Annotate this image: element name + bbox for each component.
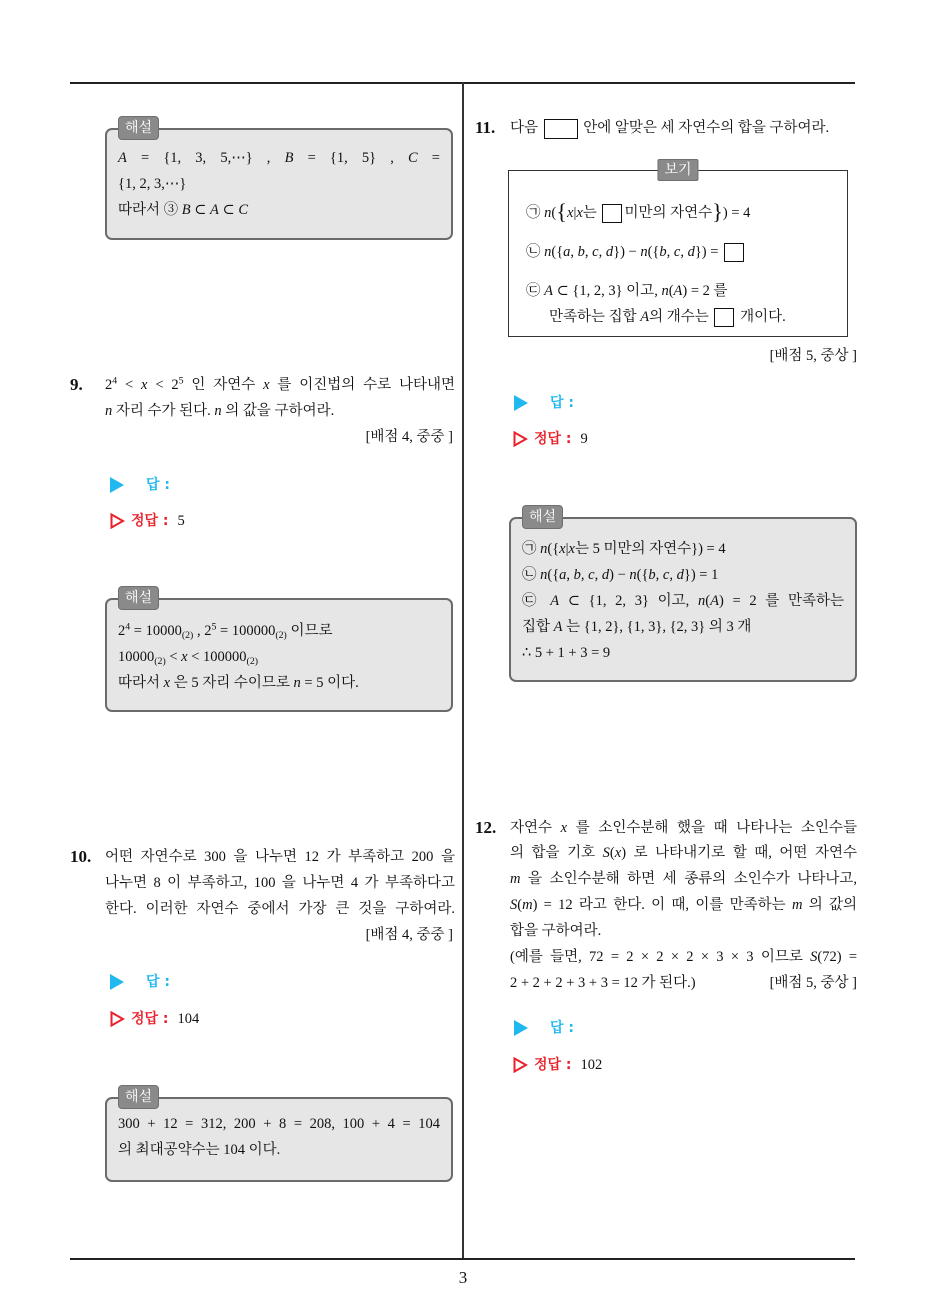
correct-answer-row xyxy=(513,1052,602,1078)
math-variable: x xyxy=(181,649,188,665)
correct-answer-label: 정답 : xyxy=(534,431,572,447)
text-run: ∴ 5 + 1 + 3 = 9 xyxy=(522,645,611,661)
math-variable: n xyxy=(640,244,648,260)
text-run: 어떤 자연수로 300 을 나누면 12 가 부족하고 200 을 xyxy=(105,849,455,865)
correct-answer-label: 정답 : xyxy=(131,513,169,529)
text-run: 나누면 8 이 부족하고, 100 을 나누면 4 가 부족하다고 xyxy=(105,875,455,891)
math-variable: d xyxy=(687,244,695,260)
solution-box xyxy=(105,120,453,240)
text-run: , xyxy=(598,244,606,260)
text-run: ㉡ xyxy=(526,244,545,260)
text-run: , xyxy=(594,567,602,583)
score-note: [배점 5, 중상 ] xyxy=(769,975,857,991)
math-variable: b xyxy=(577,244,585,260)
math-variable: c xyxy=(592,244,599,260)
text-run: 은 5 자리 수이므로 xyxy=(170,675,294,691)
text-run: < 2 xyxy=(147,377,179,393)
correct-answer-value: 102 xyxy=(580,1057,603,1073)
math-variable: x xyxy=(576,205,583,221)
answer-label: 답 : xyxy=(146,974,170,990)
solution-box xyxy=(509,509,857,682)
text-run: , xyxy=(566,567,574,583)
text-run: ({ xyxy=(547,567,560,583)
text-run: 인 자연수 xyxy=(183,377,264,393)
math-variable: n xyxy=(544,205,552,221)
question-last-line xyxy=(510,970,857,996)
text-run: 2 + 2 + 2 + 3 + 3 = 12 가 된다.) xyxy=(510,975,696,991)
column-divider xyxy=(462,82,464,1259)
math-variable: B xyxy=(284,150,294,166)
math-variable: C xyxy=(238,202,248,218)
math-variable: n xyxy=(214,403,222,419)
text-run: | xyxy=(565,541,569,557)
question-text-line xyxy=(510,815,857,841)
question-text-line xyxy=(105,896,455,922)
bottom-rule xyxy=(70,1258,855,1260)
text-run: 집합 xyxy=(522,619,554,635)
bogi-item xyxy=(526,200,750,226)
text-run: 2 xyxy=(118,623,126,639)
math-variable: c xyxy=(662,567,670,583)
large-brace: } xyxy=(712,199,723,225)
text-run: 를 소인수분해 했을 때 나타나는 소인수들 xyxy=(567,820,857,836)
text-run: , xyxy=(655,567,663,583)
text-run: ⊂ {1, 2, 3} 이고, xyxy=(552,283,662,299)
math-variable: m xyxy=(791,897,803,913)
solution-line xyxy=(118,618,440,644)
math-variable: A xyxy=(553,619,563,635)
math-variable: S xyxy=(810,949,818,965)
text-run: < xyxy=(165,649,182,665)
bogi-tag: 보기 xyxy=(657,159,698,181)
text-run: 의 값의 xyxy=(802,897,857,913)
text-run: 의 최대공약수는 104 이다. xyxy=(118,1142,281,1158)
correct-arrow-icon xyxy=(110,513,125,529)
text-run: , xyxy=(669,567,677,583)
math-variable: d xyxy=(601,567,610,583)
text-run: , xyxy=(570,244,578,260)
solution-line xyxy=(522,614,844,640)
question-text-line xyxy=(105,844,455,870)
math-variable: b xyxy=(648,567,656,583)
math-variable: A xyxy=(210,202,219,218)
math-variable: d xyxy=(676,567,684,583)
solution-line xyxy=(522,536,844,562)
text-run: 이므로 xyxy=(286,623,333,639)
solution-line xyxy=(118,171,440,197)
math-variable: n xyxy=(540,541,548,557)
superscript: 5 xyxy=(178,375,184,387)
math-variable: n xyxy=(544,244,552,260)
subscript: (2) xyxy=(154,656,166,668)
text-run: }) − xyxy=(613,244,641,260)
solution-line xyxy=(118,1111,440,1137)
question-text-line xyxy=(105,870,455,896)
correct-arrow-icon xyxy=(513,431,528,447)
text-run: }) = 1 xyxy=(683,567,719,583)
text-run: = 5 이다. xyxy=(300,675,359,691)
math-variable: B xyxy=(181,202,191,218)
math-variable: x xyxy=(568,541,575,557)
solution-tag: 해설 xyxy=(522,505,563,529)
correct-answer-value: 104 xyxy=(177,1011,200,1027)
math-variable: m xyxy=(522,897,533,913)
text-run: ⊂ xyxy=(190,202,211,218)
text-run: ( xyxy=(668,283,674,299)
solution-line xyxy=(522,640,844,666)
text-run: 을 소인수분해 하면 세 종류의 소인수가 나타나고, xyxy=(520,871,857,887)
correct-answer-label: 정답 : xyxy=(534,1057,572,1073)
large-brace: { xyxy=(556,199,568,225)
superscript: 4 xyxy=(112,375,118,387)
text-run: 만족하는 집합 xyxy=(549,309,641,325)
text-run: ( xyxy=(609,845,615,861)
question-text-line xyxy=(510,918,601,944)
subscript: (2) xyxy=(246,656,259,668)
answer-row xyxy=(514,390,574,416)
question-text-line xyxy=(510,866,857,892)
text-run: , xyxy=(584,244,593,260)
correct-answer-label: 정답 : xyxy=(131,1011,169,1027)
correct-answer-row xyxy=(513,426,588,452)
text-run: 는 xyxy=(582,205,601,221)
text-run: ) 로 나타내기로 할 때, 어떤 자연수 xyxy=(621,845,857,861)
math-variable: b xyxy=(573,567,581,583)
solution-box xyxy=(105,1089,453,1182)
text-run: ) = 2 를 만족하는 xyxy=(718,593,844,609)
text-run: , xyxy=(580,567,589,583)
solution-tag: 해설 xyxy=(118,1085,159,1109)
question-text-line xyxy=(510,892,857,918)
text-run: ⊂ {1, 2, 3} 이고, xyxy=(559,593,698,609)
solution-tag: 해설 xyxy=(118,586,159,610)
score-note: [배점 4, 중중 ] xyxy=(365,429,453,445)
text-run: ㉢ xyxy=(522,593,551,609)
math-variable: n xyxy=(540,567,548,583)
answer-label: 답 : xyxy=(550,1020,574,1036)
math-variable: x xyxy=(163,675,171,691)
math-variable: n xyxy=(105,403,113,419)
text-run: | xyxy=(573,205,577,221)
text-run: , 2 xyxy=(193,623,212,639)
text-run: (예를 들면, 72 = 2 × 2 × 2 × 3 × 3 이므로 xyxy=(510,949,811,965)
question-text-line xyxy=(105,372,455,398)
text-run: = xyxy=(417,150,440,166)
text-run: ㉠ xyxy=(526,205,545,221)
text-run: 따라서 xyxy=(118,675,164,691)
text-run: ㉠ xyxy=(522,541,541,557)
solution-line xyxy=(118,197,440,223)
text-run: = 100000 xyxy=(216,623,276,639)
math-variable: A xyxy=(118,150,127,166)
text-run: 합을 구하여라. xyxy=(510,923,602,939)
solution-tag: 해설 xyxy=(118,116,159,140)
question-number: 12. xyxy=(475,818,497,837)
question-number: 10. xyxy=(70,847,92,866)
text-run: ) = 12 라고 한다. 이 때, 이를 만족하는 xyxy=(532,897,792,913)
blank-answer-box xyxy=(724,243,744,262)
text-run: ({ xyxy=(551,244,564,260)
math-variable: c xyxy=(673,244,681,260)
text-run: 300 + 12 = 312, 200 + 8 = 208, 100 + 4 = 104 xyxy=(118,1116,440,1132)
text-run: ({ xyxy=(547,541,560,557)
math-variable: b xyxy=(659,244,667,260)
text-run: = {1, 5} , xyxy=(293,150,408,166)
superscript: 4 xyxy=(125,621,131,633)
text-run: ( xyxy=(517,897,523,913)
math-variable: x xyxy=(614,845,622,861)
question-text-line xyxy=(510,970,696,996)
correct-answer-row xyxy=(110,508,185,534)
text-run: ({ xyxy=(647,244,660,260)
bogi-box xyxy=(508,162,848,337)
math-variable: n xyxy=(629,567,637,583)
text-run: 를 이진법의 수로 나타내면 xyxy=(269,377,456,393)
correct-answer-value: 5 xyxy=(177,513,185,529)
solution-line xyxy=(118,644,440,670)
math-variable: A xyxy=(544,283,553,299)
math-variable: a xyxy=(563,244,571,260)
math-variable: C xyxy=(407,150,418,166)
question-text-line xyxy=(510,944,857,970)
bogi-item xyxy=(526,239,746,265)
text-run: 2 xyxy=(105,377,113,393)
question-number: 9. xyxy=(70,375,83,394)
answer-label: 답 : xyxy=(550,395,574,411)
math-variable: m xyxy=(510,871,521,887)
math-variable: n xyxy=(697,593,706,609)
math-variable: A xyxy=(710,593,719,609)
blank-answer-box xyxy=(544,119,578,139)
text-run: 10000 xyxy=(118,649,155,665)
answer-arrow-icon xyxy=(514,1020,528,1036)
solution-line xyxy=(118,145,440,171)
correct-arrow-icon xyxy=(110,1011,125,1027)
text-run: 의 값을 구하여라. xyxy=(221,403,335,419)
math-variable: x xyxy=(263,377,270,393)
correct-arrow-icon xyxy=(513,1057,528,1073)
correct-answer-value: 9 xyxy=(580,431,588,447)
answer-row xyxy=(110,969,170,995)
question-text-line xyxy=(510,840,857,866)
answer-label: 답 : xyxy=(146,477,170,493)
text-run: ( xyxy=(551,205,557,221)
text-run: ) = 2 를 xyxy=(682,283,728,299)
blank-answer-box xyxy=(602,204,622,223)
solution-line xyxy=(522,588,844,614)
math-variable: A xyxy=(550,593,560,609)
subscript: (2) xyxy=(275,630,287,642)
text-run: = {1, 3, 5,⋯} , xyxy=(126,150,285,166)
bogi-item xyxy=(549,304,786,330)
answer-row xyxy=(514,1015,574,1041)
text-run: ) = 4 xyxy=(722,205,751,221)
text-run: 따라서 ③ xyxy=(118,202,182,218)
math-variable: n xyxy=(661,283,669,299)
text-run: 자연수 xyxy=(510,820,561,836)
solution-box xyxy=(105,590,453,712)
math-variable: c xyxy=(588,567,595,583)
text-run: < 100000 xyxy=(187,649,247,665)
question-number: 11. xyxy=(475,118,496,137)
score-note: [배점 4, 중중 ] xyxy=(365,927,453,943)
answer-row xyxy=(110,472,170,498)
page-number: 3 xyxy=(458,1268,468,1287)
score-note: [배점 5, 중상 ] xyxy=(769,348,857,364)
math-variable: S xyxy=(510,897,518,913)
math-variable: x xyxy=(559,541,566,557)
math-variable: x xyxy=(567,205,574,221)
text-run: ⊂ xyxy=(218,202,239,218)
math-variable: A xyxy=(673,283,683,299)
text-run: 개이다. xyxy=(736,309,786,325)
text-run: 의 합을 기호 xyxy=(510,845,603,861)
math-variable: d xyxy=(605,244,614,260)
math-variable: x xyxy=(560,820,568,836)
solution-line xyxy=(118,1137,440,1163)
solution-line xyxy=(522,562,844,588)
text-run: = 10000 xyxy=(130,623,182,639)
question-text-line xyxy=(105,398,334,424)
correct-answer-row xyxy=(110,1006,199,1032)
text-run: ㉢ xyxy=(526,283,545,299)
answer-arrow-icon xyxy=(110,974,124,990)
superscript: 5 xyxy=(211,621,217,633)
math-variable: A xyxy=(640,309,650,325)
math-variable: x xyxy=(141,377,148,393)
text-run: 안에 알맞은 세 자연수의 합을 구하여라. xyxy=(579,120,830,136)
math-variable: n xyxy=(293,675,301,691)
text-run: (72) = xyxy=(817,949,857,965)
question-text-line xyxy=(510,115,829,141)
text-run: 미만의 자연수 xyxy=(624,205,713,221)
subscript: (2) xyxy=(181,630,194,642)
math-variable: a xyxy=(559,567,567,583)
text-run: 한다. 이러한 자연수 중에서 가장 큰 것을 구하여라. xyxy=(105,901,455,917)
text-run: 의 개수는 xyxy=(649,309,713,325)
text-run: {1, 2, 3,⋯} xyxy=(118,176,187,192)
answer-arrow-icon xyxy=(110,477,124,493)
bogi-item xyxy=(526,278,728,304)
text-run: , xyxy=(680,244,688,260)
text-run: ( xyxy=(705,593,711,609)
text-run: }) = xyxy=(694,244,723,260)
text-run: ) − xyxy=(609,567,630,583)
answer-arrow-icon xyxy=(514,395,528,411)
text-run: 는 5 미만의 자연수}) = 4 xyxy=(574,541,726,557)
math-variable: S xyxy=(602,845,610,861)
text-run: ({ xyxy=(636,567,649,583)
text-run: < xyxy=(117,377,142,393)
text-run: 는 {1, 2}, {1, 3}, {2, 3} 의 3 개 xyxy=(562,619,752,635)
solution-line xyxy=(118,670,440,696)
blank-answer-box xyxy=(714,308,734,327)
text-run: 자리 수가 된다. xyxy=(112,403,215,419)
text-run: , xyxy=(666,244,674,260)
text-run: 다음 xyxy=(510,120,542,136)
text-run: ㉡ xyxy=(522,567,541,583)
